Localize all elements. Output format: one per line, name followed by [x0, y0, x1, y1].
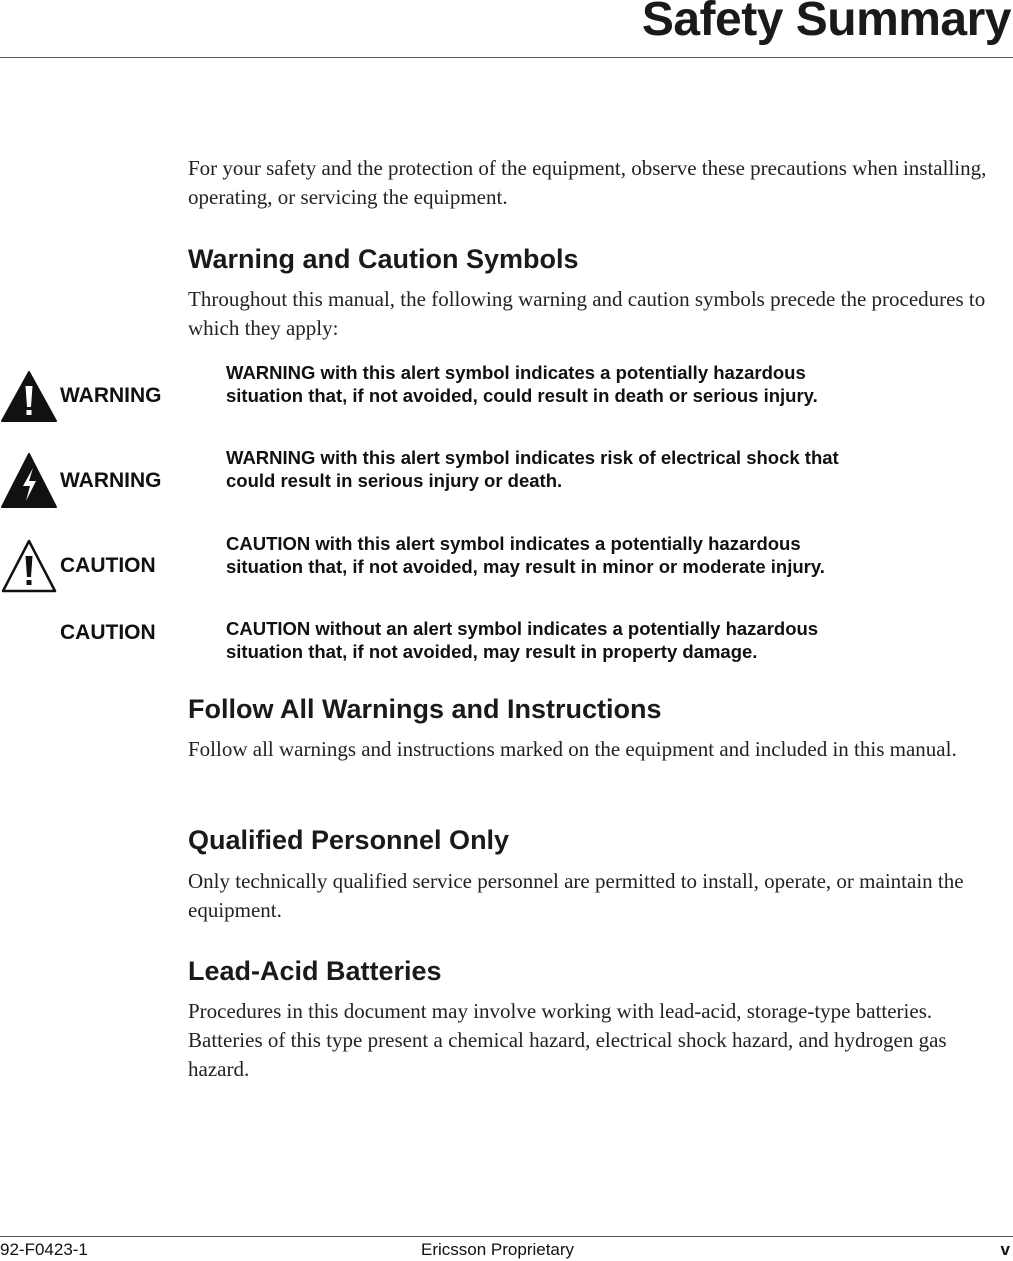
symbol-description-warning-hazard: WARNING with this alert symbol indicates a potentially hazardous situation that, if not avoided, could result in death or serious injury. [226, 362, 818, 406]
symbol-label-caution-no-symbol: CAUTION [60, 621, 156, 644]
symbol-description-caution-property: CAUTION without an alert symbol indicates a potentially hazardous situation that, if not avoided, may result in property damage. [226, 618, 819, 662]
heading-lead-acid-batteries: Lead-Acid Batteries [188, 956, 442, 986]
page-title: Safety Summary [641, 0, 1011, 46]
heading-qualified-personnel: Qualified Personnel Only [188, 825, 510, 855]
symbol-description-electrical-shock: WARNING with this alert symbol indicates risk of electrical shock that could result in serious injury or death. [226, 447, 839, 491]
warning-exclamation-icon [0, 370, 58, 424]
heading-warning-caution-symbols: Warning and Caution Symbols [188, 244, 579, 274]
footer-rule [0, 1236, 1013, 1237]
heading-follow-warnings: Follow All Warnings and Instructions [188, 694, 662, 724]
symbol-label-warning: WARNING [60, 384, 162, 407]
caution-exclamation-icon [0, 538, 58, 594]
intro-paragraph: For your safety and the protection of the equipment, observe these precautions when installing, operating, or servicing the equipment. [188, 156, 987, 209]
header-rule [0, 57, 1013, 58]
electrical-shock-icon [0, 452, 58, 510]
batteries-paragraph: Procedures in this document may involve working with lead-acid, storage-type batteries. Batteries of this type present a chemical hazard, electrical shock hazard, and hydrogen gas hazard. [188, 999, 947, 1081]
qualified-paragraph: Only technically qualified service personnel are permitted to install, operate, or maintain the equipment. [188, 869, 964, 922]
footer-proprietary: Ericsson Proprietary [421, 1240, 575, 1259]
footer-doc-number: 92-F0423-1 [0, 1240, 88, 1259]
symbol-label-caution: CAUTION [60, 554, 156, 577]
symbol-description-caution-injury: CAUTION with this alert symbol indicates a potentially hazardous situation that, if not avoided, may result in minor or moderate injury. [226, 533, 825, 577]
symbols-paragraph: Throughout this manual, the following warning and caution symbols precede the procedures to which they apply: [188, 287, 986, 340]
symbol-label-warning-shock: WARNING [60, 469, 162, 492]
footer-page-number: v [1000, 1240, 1010, 1259]
follow-paragraph: Follow all warnings and instructions marked on the equipment and included in this manual. [188, 737, 957, 761]
